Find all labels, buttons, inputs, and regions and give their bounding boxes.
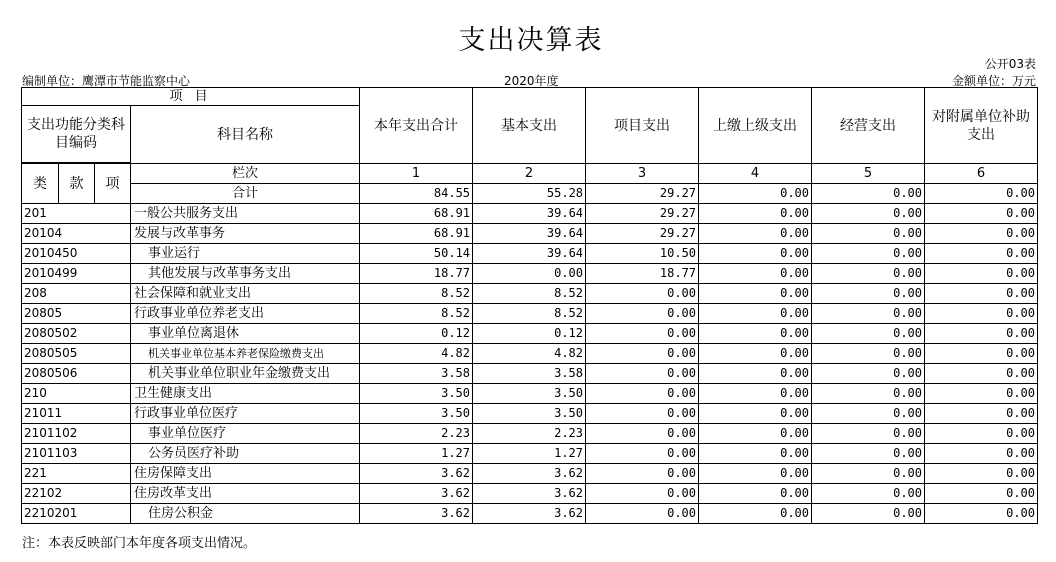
row-value: 0.00 [699, 384, 812, 404]
row-value: 1.27 [360, 444, 473, 464]
row-value: 0.00 [925, 364, 1038, 384]
footnote: 注：本表反映部门本年度各项支出情况。 [22, 536, 257, 551]
row-code: 21011 [22, 404, 131, 424]
row-value: 18.77 [360, 264, 473, 284]
row-value: 0.00 [925, 484, 1038, 504]
header-subsidy: 对附属单位补助支出 [925, 88, 1038, 164]
total-value: 29.27 [586, 184, 699, 204]
row-value: 50.14 [360, 244, 473, 264]
header-xiang: 项 [95, 164, 131, 204]
row-value: 29.27 [586, 224, 699, 244]
row-subject-name: 机关事业单位基本养老保险缴费支出 [131, 344, 360, 364]
row-value: 0.00 [586, 384, 699, 404]
form-code: 公开03表 [984, 57, 1036, 71]
row-value: 0.00 [586, 344, 699, 364]
row-code: 22102 [22, 484, 131, 504]
row-code: 2210201 [22, 504, 131, 524]
table-row [22, 324, 1038, 344]
total-value: 0.00 [925, 184, 1038, 204]
row-value: 2.23 [360, 424, 473, 444]
table-row [22, 384, 1038, 404]
row-value: 0.00 [586, 444, 699, 464]
row-value: 3.62 [360, 484, 473, 504]
row-subject-name: 住房改革支出 [131, 484, 360, 504]
row-value: 0.00 [812, 424, 925, 444]
row-value: 0.00 [925, 464, 1038, 484]
row-value: 0.00 [586, 364, 699, 384]
row-subject-name: 其他发展与改革事务支出 [131, 264, 360, 284]
row-subject-name: 住房公积金 [131, 504, 360, 524]
row-value: 0.00 [812, 324, 925, 344]
row-code: 210 [22, 384, 131, 404]
table-header [22, 88, 1038, 204]
row-value: 3.62 [473, 464, 586, 484]
total-value: 0.00 [699, 184, 812, 204]
column-number: 1 [360, 164, 473, 184]
row-value: 0.00 [586, 424, 699, 444]
row-value: 0.00 [586, 504, 699, 524]
row-value: 0.00 [586, 404, 699, 424]
header-project-expense: 项目支出 [586, 88, 699, 164]
row-value: 0.00 [812, 284, 925, 304]
row-value: 0.00 [699, 404, 812, 424]
table-row [22, 364, 1038, 384]
row-code: 201 [22, 204, 131, 224]
table-row [22, 284, 1038, 304]
row-value: 0.00 [812, 384, 925, 404]
row-value: 0.00 [586, 304, 699, 324]
row-value: 0.00 [925, 404, 1038, 424]
row-value: 0.00 [586, 464, 699, 484]
fiscal-year: 2020年度 [504, 74, 559, 88]
row-value: 0.00 [925, 224, 1038, 244]
table-row [22, 304, 1038, 324]
table-row [22, 424, 1038, 444]
row-value: 3.58 [360, 364, 473, 384]
row-value: 0.00 [473, 264, 586, 284]
row-value: 0.00 [699, 464, 812, 484]
row-value: 2.23 [473, 424, 586, 444]
row-code: 2080505 [22, 344, 131, 364]
row-value: 0.00 [925, 264, 1038, 284]
table-row [22, 504, 1038, 524]
table-body [22, 204, 1038, 524]
row-value: 0.00 [812, 204, 925, 224]
row-code: 2101102 [22, 424, 131, 444]
page-title: 支出决算表 [458, 25, 604, 56]
column-number: 6 [925, 164, 1038, 184]
row-value: 3.50 [360, 384, 473, 404]
row-value: 39.64 [473, 244, 586, 264]
row-code: 20805 [22, 304, 131, 324]
row-value: 0.00 [586, 484, 699, 504]
row-value: 0.00 [812, 244, 925, 264]
row-value: 8.52 [473, 284, 586, 304]
row-value: 0.00 [812, 344, 925, 364]
row-value: 4.82 [360, 344, 473, 364]
row-subject-name: 一般公共服务支出 [131, 204, 360, 224]
total-value: 55.28 [473, 184, 586, 204]
table-row [22, 484, 1038, 504]
row-value: 0.00 [925, 324, 1038, 344]
total-label: 合计 [131, 184, 360, 204]
row-value: 10.50 [586, 244, 699, 264]
row-value: 0.00 [699, 264, 812, 284]
expenditure-table [21, 87, 1038, 524]
row-value: 29.27 [586, 204, 699, 224]
row-subject-name: 行政事业单位医疗 [131, 404, 360, 424]
row-subject-name: 行政事业单位养老支出 [131, 304, 360, 324]
row-value: 0.00 [586, 324, 699, 344]
row-value: 0.00 [812, 264, 925, 284]
row-value: 0.00 [812, 404, 925, 424]
row-subject-name: 发展与改革事务 [131, 224, 360, 244]
row-value: 0.00 [925, 204, 1038, 224]
row-value: 0.00 [925, 284, 1038, 304]
table-row [22, 204, 1038, 224]
row-value: 0.00 [586, 284, 699, 304]
column-number: 4 [699, 164, 812, 184]
row-subject-name: 卫生健康支出 [131, 384, 360, 404]
row-value: 3.50 [473, 384, 586, 404]
row-value: 0.00 [699, 284, 812, 304]
table-row [22, 404, 1038, 424]
row-value: 18.77 [586, 264, 699, 284]
table-row [22, 444, 1038, 464]
row-value: 3.62 [473, 504, 586, 524]
row-code: 2010450 [22, 244, 131, 264]
row-value: 0.00 [812, 484, 925, 504]
header-total: 本年支出合计 [360, 88, 473, 164]
row-value: 0.00 [699, 364, 812, 384]
row-value: 0.00 [699, 444, 812, 464]
row-value: 0.00 [925, 504, 1038, 524]
row-subject-name: 事业单位医疗 [131, 424, 360, 444]
row-value: 0.00 [699, 224, 812, 244]
row-code: 2080502 [22, 324, 131, 344]
row-value: 0.00 [812, 224, 925, 244]
table-row [22, 224, 1038, 244]
row-value: 0.00 [812, 464, 925, 484]
header-operating: 经营支出 [812, 88, 925, 164]
row-value: 8.52 [473, 304, 586, 324]
row-value: 0.00 [925, 444, 1038, 464]
row-value: 3.58 [473, 364, 586, 384]
row-value: 0.00 [925, 344, 1038, 364]
row-value: 0.00 [699, 204, 812, 224]
row-value: 0.00 [699, 504, 812, 524]
row-value: 0.00 [925, 304, 1038, 324]
row-value: 0.00 [812, 304, 925, 324]
header-subject-name: 科目名称 [131, 106, 360, 164]
table-row [22, 464, 1038, 484]
header-project: 项 目 [22, 88, 360, 106]
row-value: 3.62 [360, 464, 473, 484]
row-value: 8.52 [360, 284, 473, 304]
row-value: 3.62 [473, 484, 586, 504]
row-value: 39.64 [473, 224, 586, 244]
row-code: 208 [22, 284, 131, 304]
row-value: 0.00 [699, 324, 812, 344]
unit-name: 编制单位：鹰潭市节能监察中心 [22, 74, 191, 88]
header-lei: 类 [22, 164, 59, 204]
column-number: 3 [586, 164, 699, 184]
row-value: 0.00 [925, 424, 1038, 444]
table-row [22, 244, 1038, 264]
row-value: 0.00 [812, 504, 925, 524]
total-value: 0.00 [812, 184, 925, 204]
row-code: 2010499 [22, 264, 131, 284]
table-row [22, 264, 1038, 284]
row-code: 2101103 [22, 444, 131, 464]
header-upper-payment: 上缴上级支出 [699, 88, 812, 164]
row-code: 2080506 [22, 364, 131, 384]
row-subject-name: 住房保障支出 [131, 464, 360, 484]
row-value: 0.00 [699, 424, 812, 444]
column-number: 2 [473, 164, 586, 184]
row-value: 0.00 [699, 344, 812, 364]
row-value: 68.91 [360, 224, 473, 244]
row-subject-name: 公务员医疗补助 [131, 444, 360, 464]
row-subject-name: 社会保障和就业支出 [131, 284, 360, 304]
row-value: 0.00 [699, 484, 812, 504]
row-value: 39.64 [473, 204, 586, 224]
row-value: 1.27 [473, 444, 586, 464]
row-value: 4.82 [473, 344, 586, 364]
row-value: 0.00 [812, 364, 925, 384]
row-value: 3.62 [360, 504, 473, 524]
row-subject-name: 机关事业单位职业年金缴费支出 [131, 364, 360, 384]
row-code: 20104 [22, 224, 131, 244]
row-subject-name: 事业单位离退休 [131, 324, 360, 344]
row-value: 3.50 [360, 404, 473, 424]
header-column-index: 栏次 [131, 164, 360, 184]
header-func-code: 支出功能分类科目编码 [22, 106, 131, 163]
table-row [22, 344, 1038, 364]
header-kuan: 款 [59, 164, 95, 204]
row-value: 68.91 [360, 204, 473, 224]
row-value: 0.00 [812, 444, 925, 464]
row-value: 3.50 [473, 404, 586, 424]
row-value: 0.00 [699, 304, 812, 324]
row-subject-name: 事业运行 [131, 244, 360, 264]
row-value: 0.00 [925, 244, 1038, 264]
row-value: 0.12 [473, 324, 586, 344]
amount-unit: 金额单位：万元 [951, 74, 1036, 88]
row-value: 0.12 [360, 324, 473, 344]
total-value: 84.55 [360, 184, 473, 204]
column-number: 5 [812, 164, 925, 184]
row-value: 0.00 [925, 384, 1038, 404]
row-value: 0.00 [699, 244, 812, 264]
row-code: 221 [22, 464, 131, 484]
row-value: 8.52 [360, 304, 473, 324]
header-basic: 基本支出 [473, 88, 586, 164]
